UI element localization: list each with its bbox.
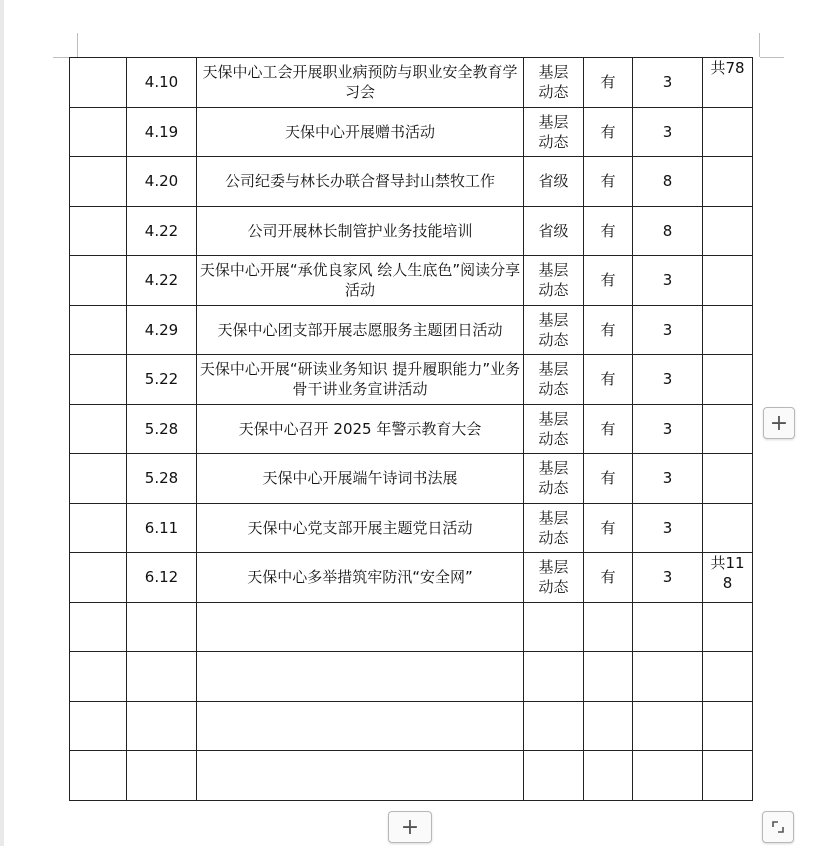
has-cell[interactable] <box>584 404 633 454</box>
level-cell-text: 基层动态 <box>538 360 569 399</box>
date-cell-text: 6.11 <box>144 518 179 537</box>
empty-cell[interactable] <box>524 701 584 751</box>
date-cell-text: 6.12 <box>144 568 179 587</box>
level-cell[interactable] <box>524 305 584 355</box>
total-cell[interactable] <box>703 503 753 553</box>
has-cell-text: 有 <box>600 469 616 488</box>
empty-cell[interactable] <box>633 652 703 702</box>
content-cell[interactable] <box>197 454 524 504</box>
date-cell-text: 4.29 <box>144 320 179 339</box>
score-cell[interactable] <box>633 305 703 355</box>
has-cell[interactable] <box>584 355 633 405</box>
score-cell[interactable] <box>633 454 703 504</box>
empty-row <box>70 602 753 652</box>
table-row <box>70 553 753 603</box>
empty-cell[interactable] <box>70 602 127 652</box>
content-cell-text: 天保中心召开 2025 年警示教育大会 <box>238 419 482 438</box>
crop-mark-right-v <box>759 33 760 57</box>
has-cell-text: 有 <box>600 271 616 290</box>
score-cell[interactable] <box>633 355 703 405</box>
crop-mark-left-v <box>77 33 78 57</box>
score-cell-text: 3 <box>662 320 673 339</box>
empty-row <box>70 751 753 801</box>
date-cell[interactable] <box>127 404 197 454</box>
date-cell[interactable] <box>127 553 197 603</box>
level-cell[interactable] <box>524 454 584 504</box>
empty-cell[interactable] <box>584 751 633 801</box>
date-cell[interactable] <box>127 107 197 157</box>
level-cell-text: 基层动态 <box>538 409 569 448</box>
date-cell-text: 4.22 <box>144 271 179 290</box>
add-row-button[interactable] <box>388 811 432 843</box>
level-cell-text: 基层动态 <box>538 310 569 349</box>
content-cell[interactable] <box>197 355 524 405</box>
index-cell[interactable] <box>70 256 127 306</box>
date-cell-text: 4.22 <box>144 221 179 240</box>
content-cell-text: 天保中心开展端午诗词书法展 <box>262 469 458 488</box>
table-row <box>70 256 753 306</box>
score-cell-text: 3 <box>662 469 673 488</box>
has-cell-text: 有 <box>600 419 616 438</box>
empty-cell[interactable] <box>703 602 753 652</box>
score-cell-text: 8 <box>662 172 673 191</box>
content-cell-text: 天保中心党支部开展主题党日活动 <box>247 518 473 537</box>
document-table <box>69 57 753 801</box>
total-cell[interactable] <box>703 355 753 405</box>
content-cell-text: 天保中心开展赠书活动 <box>284 122 435 141</box>
table-row <box>70 503 753 553</box>
index-cell[interactable] <box>70 553 127 603</box>
empty-cell[interactable] <box>633 602 703 652</box>
index-cell[interactable] <box>70 157 127 207</box>
level-cell-text: 基层动态 <box>538 63 569 102</box>
score-cell-text: 8 <box>662 221 673 240</box>
has-cell[interactable] <box>584 206 633 256</box>
empty-cell[interactable] <box>703 751 753 801</box>
empty-cell[interactable] <box>127 751 197 801</box>
level-cell[interactable] <box>524 503 584 553</box>
score-cell[interactable] <box>633 503 703 553</box>
empty-cell[interactable] <box>584 652 633 702</box>
score-cell[interactable] <box>633 107 703 157</box>
index-cell[interactable] <box>70 355 127 405</box>
level-cell-text: 基层动态 <box>538 112 569 151</box>
total-cell[interactable] <box>703 454 753 504</box>
empty-cell[interactable] <box>127 652 197 702</box>
content-cell[interactable] <box>197 58 524 108</box>
empty-cell[interactable] <box>524 652 584 702</box>
score-cell-text: 3 <box>662 419 673 438</box>
empty-cell[interactable] <box>197 701 524 751</box>
table-row <box>70 157 753 207</box>
table-row <box>70 355 753 405</box>
content-cell-text: 天保中心工会开展职业病预防与职业安全教育学习会 <box>202 63 518 102</box>
table-resize-handle[interactable] <box>762 811 794 843</box>
content-cell-text: 公司纪委与林长办联合督导封山禁牧工作 <box>224 172 495 191</box>
score-cell[interactable] <box>633 404 703 454</box>
index-cell[interactable] <box>70 503 127 553</box>
level-cell-text: 基层动态 <box>538 558 569 597</box>
score-cell-text: 3 <box>662 122 673 141</box>
content-cell[interactable] <box>197 157 524 207</box>
level-cell[interactable] <box>524 355 584 405</box>
table-row <box>70 305 753 355</box>
score-cell-text: 3 <box>662 73 673 92</box>
empty-cell[interactable] <box>703 701 753 751</box>
has-cell[interactable] <box>584 157 633 207</box>
total-cell[interactable] <box>703 553 753 603</box>
level-cell-text: 基层动态 <box>538 508 569 547</box>
empty-cell[interactable] <box>703 652 753 702</box>
level-cell[interactable] <box>524 157 584 207</box>
date-cell[interactable] <box>127 503 197 553</box>
level-cell-text: 基层动态 <box>538 261 569 300</box>
index-cell[interactable] <box>70 305 127 355</box>
date-cell[interactable] <box>127 58 197 108</box>
total-cell[interactable] <box>703 58 753 108</box>
has-cell[interactable] <box>584 58 633 108</box>
content-cell[interactable] <box>197 503 524 553</box>
empty-cell[interactable] <box>197 652 524 702</box>
content-cell-text: 天保中心团支部开展志愿服务主题团日活动 <box>217 320 503 339</box>
index-cell[interactable] <box>70 58 127 108</box>
has-cell-text: 有 <box>600 370 616 389</box>
date-cell[interactable] <box>127 305 197 355</box>
has-cell[interactable] <box>584 503 633 553</box>
content-cell[interactable] <box>197 107 524 157</box>
date-cell-text: 4.19 <box>144 122 179 141</box>
level-cell[interactable] <box>524 553 584 603</box>
has-cell-text: 有 <box>600 73 616 92</box>
table-row <box>70 58 753 108</box>
has-cell[interactable] <box>584 256 633 306</box>
total-cell[interactable] <box>703 404 753 454</box>
total-cell[interactable] <box>703 107 753 157</box>
level-cell[interactable] <box>524 58 584 108</box>
has-cell-text: 有 <box>600 122 616 141</box>
date-cell-text: 5.22 <box>144 370 179 389</box>
empty-cell[interactable] <box>127 602 197 652</box>
date-cell[interactable] <box>127 355 197 405</box>
has-cell[interactable] <box>584 305 633 355</box>
empty-cell[interactable] <box>633 701 703 751</box>
date-cell[interactable] <box>127 206 197 256</box>
score-cell-text: 3 <box>662 568 673 587</box>
plus-icon: + <box>400 814 420 840</box>
content-cell-text: 天保中心多举措筑牢防汛“安全网” <box>247 568 473 587</box>
empty-row <box>70 652 753 702</box>
date-cell[interactable] <box>127 454 197 504</box>
has-cell-text: 有 <box>600 172 616 191</box>
content-cell[interactable] <box>197 206 524 256</box>
level-cell-text: 省级 <box>538 221 569 240</box>
score-cell[interactable] <box>633 256 703 306</box>
has-cell-text: 有 <box>600 320 616 339</box>
content-cell-text: 天保中心开展“承优良家风 绘人生底色”阅读分享活动 <box>199 261 521 300</box>
date-cell[interactable] <box>127 157 197 207</box>
total-cell[interactable] <box>703 206 753 256</box>
has-cell-text: 有 <box>600 221 616 240</box>
total-cell[interactable] <box>703 256 753 306</box>
content-cell[interactable] <box>197 404 524 454</box>
date-cell-text: 4.10 <box>144 73 179 92</box>
add-column-button[interactable] <box>763 407 795 439</box>
date-cell-text: 5.28 <box>144 419 179 438</box>
empty-cell[interactable] <box>633 751 703 801</box>
empty-cell[interactable] <box>70 701 127 751</box>
level-cell[interactable] <box>524 256 584 306</box>
index-cell[interactable] <box>70 206 127 256</box>
score-cell-text: 3 <box>662 518 673 537</box>
index-cell[interactable] <box>70 404 127 454</box>
level-cell-text: 基层动态 <box>538 459 569 498</box>
content-cell-text: 天保中心开展“研读业务知识 提升履职能力”业务骨干讲业务宣讲活动 <box>199 360 521 399</box>
empty-row <box>70 701 753 751</box>
has-cell[interactable] <box>584 107 633 157</box>
level-cell[interactable] <box>524 107 584 157</box>
score-cell-text: 3 <box>662 271 673 290</box>
empty-cell[interactable] <box>524 751 584 801</box>
empty-cell[interactable] <box>197 751 524 801</box>
score-cell[interactable] <box>633 553 703 603</box>
has-cell-text: 有 <box>600 518 616 537</box>
has-cell-text: 有 <box>600 568 616 587</box>
content-cell[interactable] <box>197 256 524 306</box>
table-row <box>70 454 753 504</box>
level-cell[interactable] <box>524 404 584 454</box>
resize-icon <box>770 819 786 835</box>
index-cell[interactable] <box>70 107 127 157</box>
has-cell[interactable] <box>584 454 633 504</box>
score-cell[interactable] <box>633 157 703 207</box>
total-cell-text: 共78 <box>710 59 745 77</box>
score-cell-text: 3 <box>662 370 673 389</box>
empty-cell[interactable] <box>524 602 584 652</box>
total-cell[interactable] <box>703 157 753 207</box>
empty-cell[interactable] <box>70 652 127 702</box>
plus-icon: + <box>769 410 789 436</box>
table-row <box>70 206 753 256</box>
empty-cell[interactable] <box>584 602 633 652</box>
crop-mark-right-h <box>760 57 784 58</box>
table-row <box>70 107 753 157</box>
score-cell[interactable] <box>633 58 703 108</box>
total-cell-text: 共118 <box>710 554 745 592</box>
has-cell[interactable] <box>584 553 633 603</box>
page-left-edge <box>0 0 4 846</box>
empty-cell[interactable] <box>127 701 197 751</box>
empty-cell[interactable] <box>584 701 633 751</box>
content-cell-text: 公司开展林长制管护业务技能培训 <box>247 221 473 240</box>
content-cell[interactable] <box>197 553 524 603</box>
content-cell[interactable] <box>197 305 524 355</box>
empty-cell[interactable] <box>70 751 127 801</box>
index-cell[interactable] <box>70 454 127 504</box>
level-cell[interactable] <box>524 206 584 256</box>
total-cell[interactable] <box>703 305 753 355</box>
table-row <box>70 404 753 454</box>
date-cell-text: 4.20 <box>144 172 179 191</box>
level-cell-text: 省级 <box>538 172 569 191</box>
date-cell-text: 5.28 <box>144 469 179 488</box>
date-cell[interactable] <box>127 256 197 306</box>
score-cell[interactable] <box>633 206 703 256</box>
empty-cell[interactable] <box>197 602 524 652</box>
